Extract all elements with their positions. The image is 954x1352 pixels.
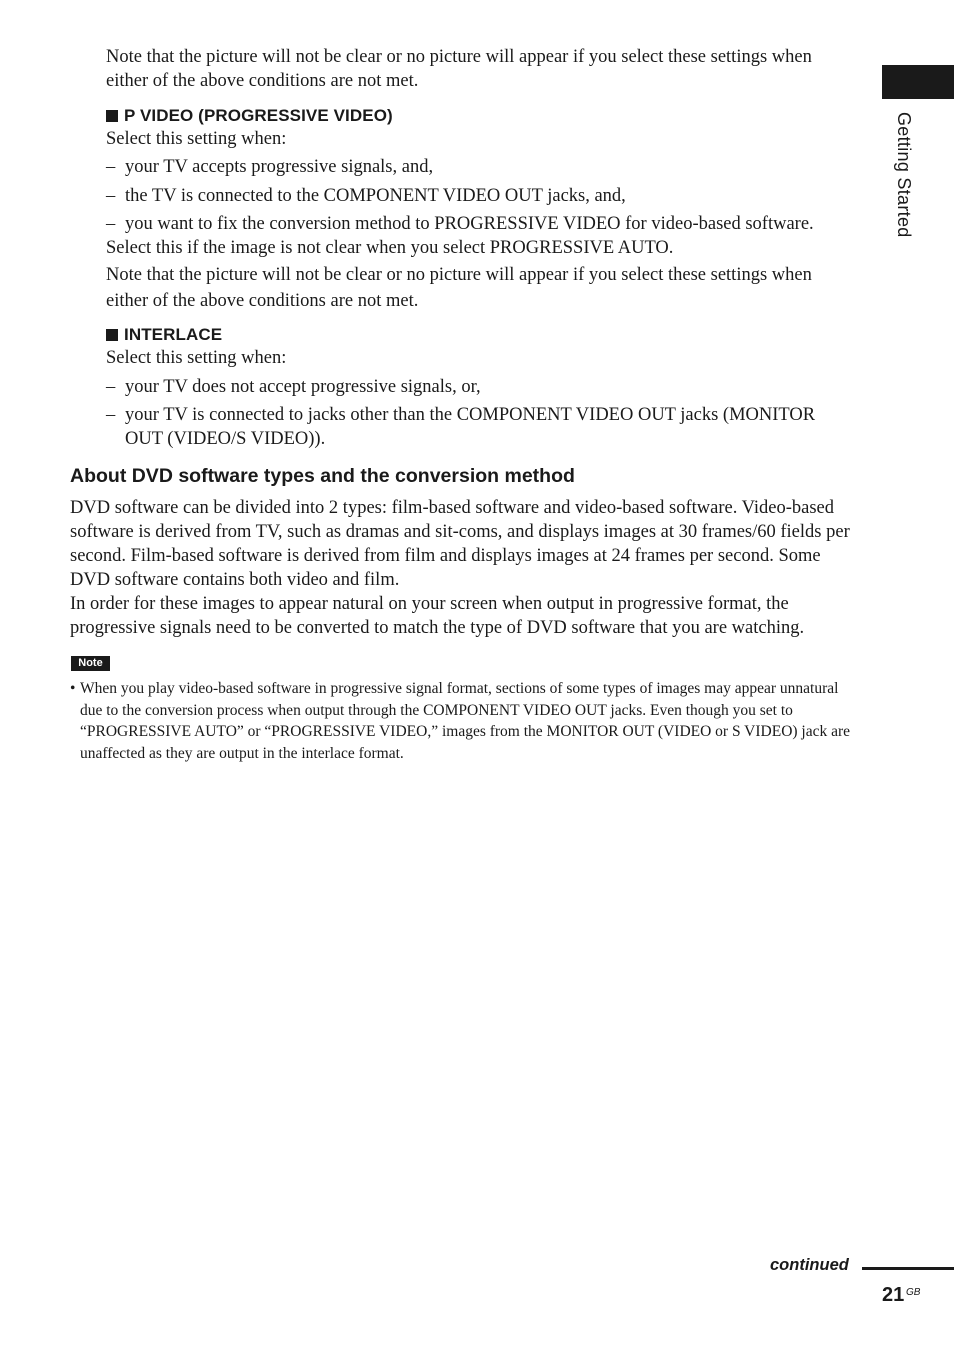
black-square-icon — [106, 329, 118, 341]
side-tab-label: Getting Started — [894, 112, 914, 238]
list-item-text: the TV is connected to the COMPONENT VIDEO OUT jacks, and, — [125, 186, 626, 206]
section-heading: About DVD software types and the conversion method — [70, 465, 575, 487]
p-video-heading-text: P VIDEO (PROGRESSIVE VIDEO) — [124, 106, 393, 125]
note-badge: Note — [71, 656, 110, 671]
page-number-suffix: GB — [906, 1287, 921, 1298]
list-item — [106, 375, 856, 399]
page-number: 21 — [882, 1284, 905, 1306]
dash-marker: – — [106, 157, 116, 177]
continued-rule — [862, 1267, 954, 1270]
about-paragraph-1: DVD software can be divided into 2 types: film-based software and video-based software. Video-based software is derived from TV, such as dramas and sit-coms, and displays images at 30 frames/60 fields per second. Film-based software is derived from film and displays images at 24 frames per second. Some DVD software contains both video and film. — [70, 498, 850, 590]
list-item-text: your TV is connected to jacks other than the COMPONENT VIDEO OUT jacks (MONITOR OUT (VIDEO/S VIDEO)). — [125, 405, 816, 449]
intro-note: Note that the picture will not be clear or no picture will appear if you select these settings when either of the above conditions are not met. — [106, 47, 812, 91]
dash-marker: – — [106, 405, 116, 425]
section-tab-marker — [882, 65, 954, 99]
note-text — [70, 678, 860, 765]
bullet-marker: • — [70, 680, 76, 697]
list-item — [106, 403, 856, 451]
note-text-body: When you play video-based software in progressive signal format, sections of some types of images may appear unnatural due to the conversion process when output through the COMPONENT VIDEO OUT jacks. Even though you set to “PROGRESSIVE AUTO” or “PROGRESSIVE VIDEO,” images from the MONITOR OUT (VIDEO or S VIDEO) jack are unaffected as they are output in the interlace format. — [80, 680, 851, 763]
interlace-lead: Select this setting when: — [106, 348, 287, 368]
black-square-icon — [106, 110, 118, 122]
p-video-tip: Select this if the image is not clear when you select PROGRESSIVE AUTO. — [106, 238, 674, 258]
p-video-heading — [106, 105, 393, 127]
interlace-heading — [106, 324, 222, 346]
list-item-text: your TV does not accept progressive signals, or, — [125, 377, 481, 397]
list-item-text: you want to fix the conversion method to PROGRESSIVE VIDEO for video-based software. — [125, 214, 814, 234]
dash-marker: – — [106, 186, 116, 206]
interlace-heading-text: INTERLACE — [124, 325, 223, 344]
dash-marker: – — [106, 214, 116, 234]
list-item — [106, 184, 856, 208]
p-video-lead: Select this setting when: — [106, 129, 287, 149]
dash-marker: – — [106, 377, 116, 397]
about-paragraph-2: In order for these images to appear natural on your screen when output in progressive format, the progressive signals need to be converted to match the type of DVD software that you are watching. — [70, 594, 805, 638]
p-video-note: Note that the picture will not be clear or no picture will appear if you select these settings when either of the above conditions are not met. — [106, 265, 812, 311]
list-item — [106, 212, 866, 236]
continued-label: continued — [770, 1256, 849, 1274]
list-item — [106, 155, 856, 179]
list-item-text: your TV accepts progressive signals, and, — [125, 157, 434, 177]
